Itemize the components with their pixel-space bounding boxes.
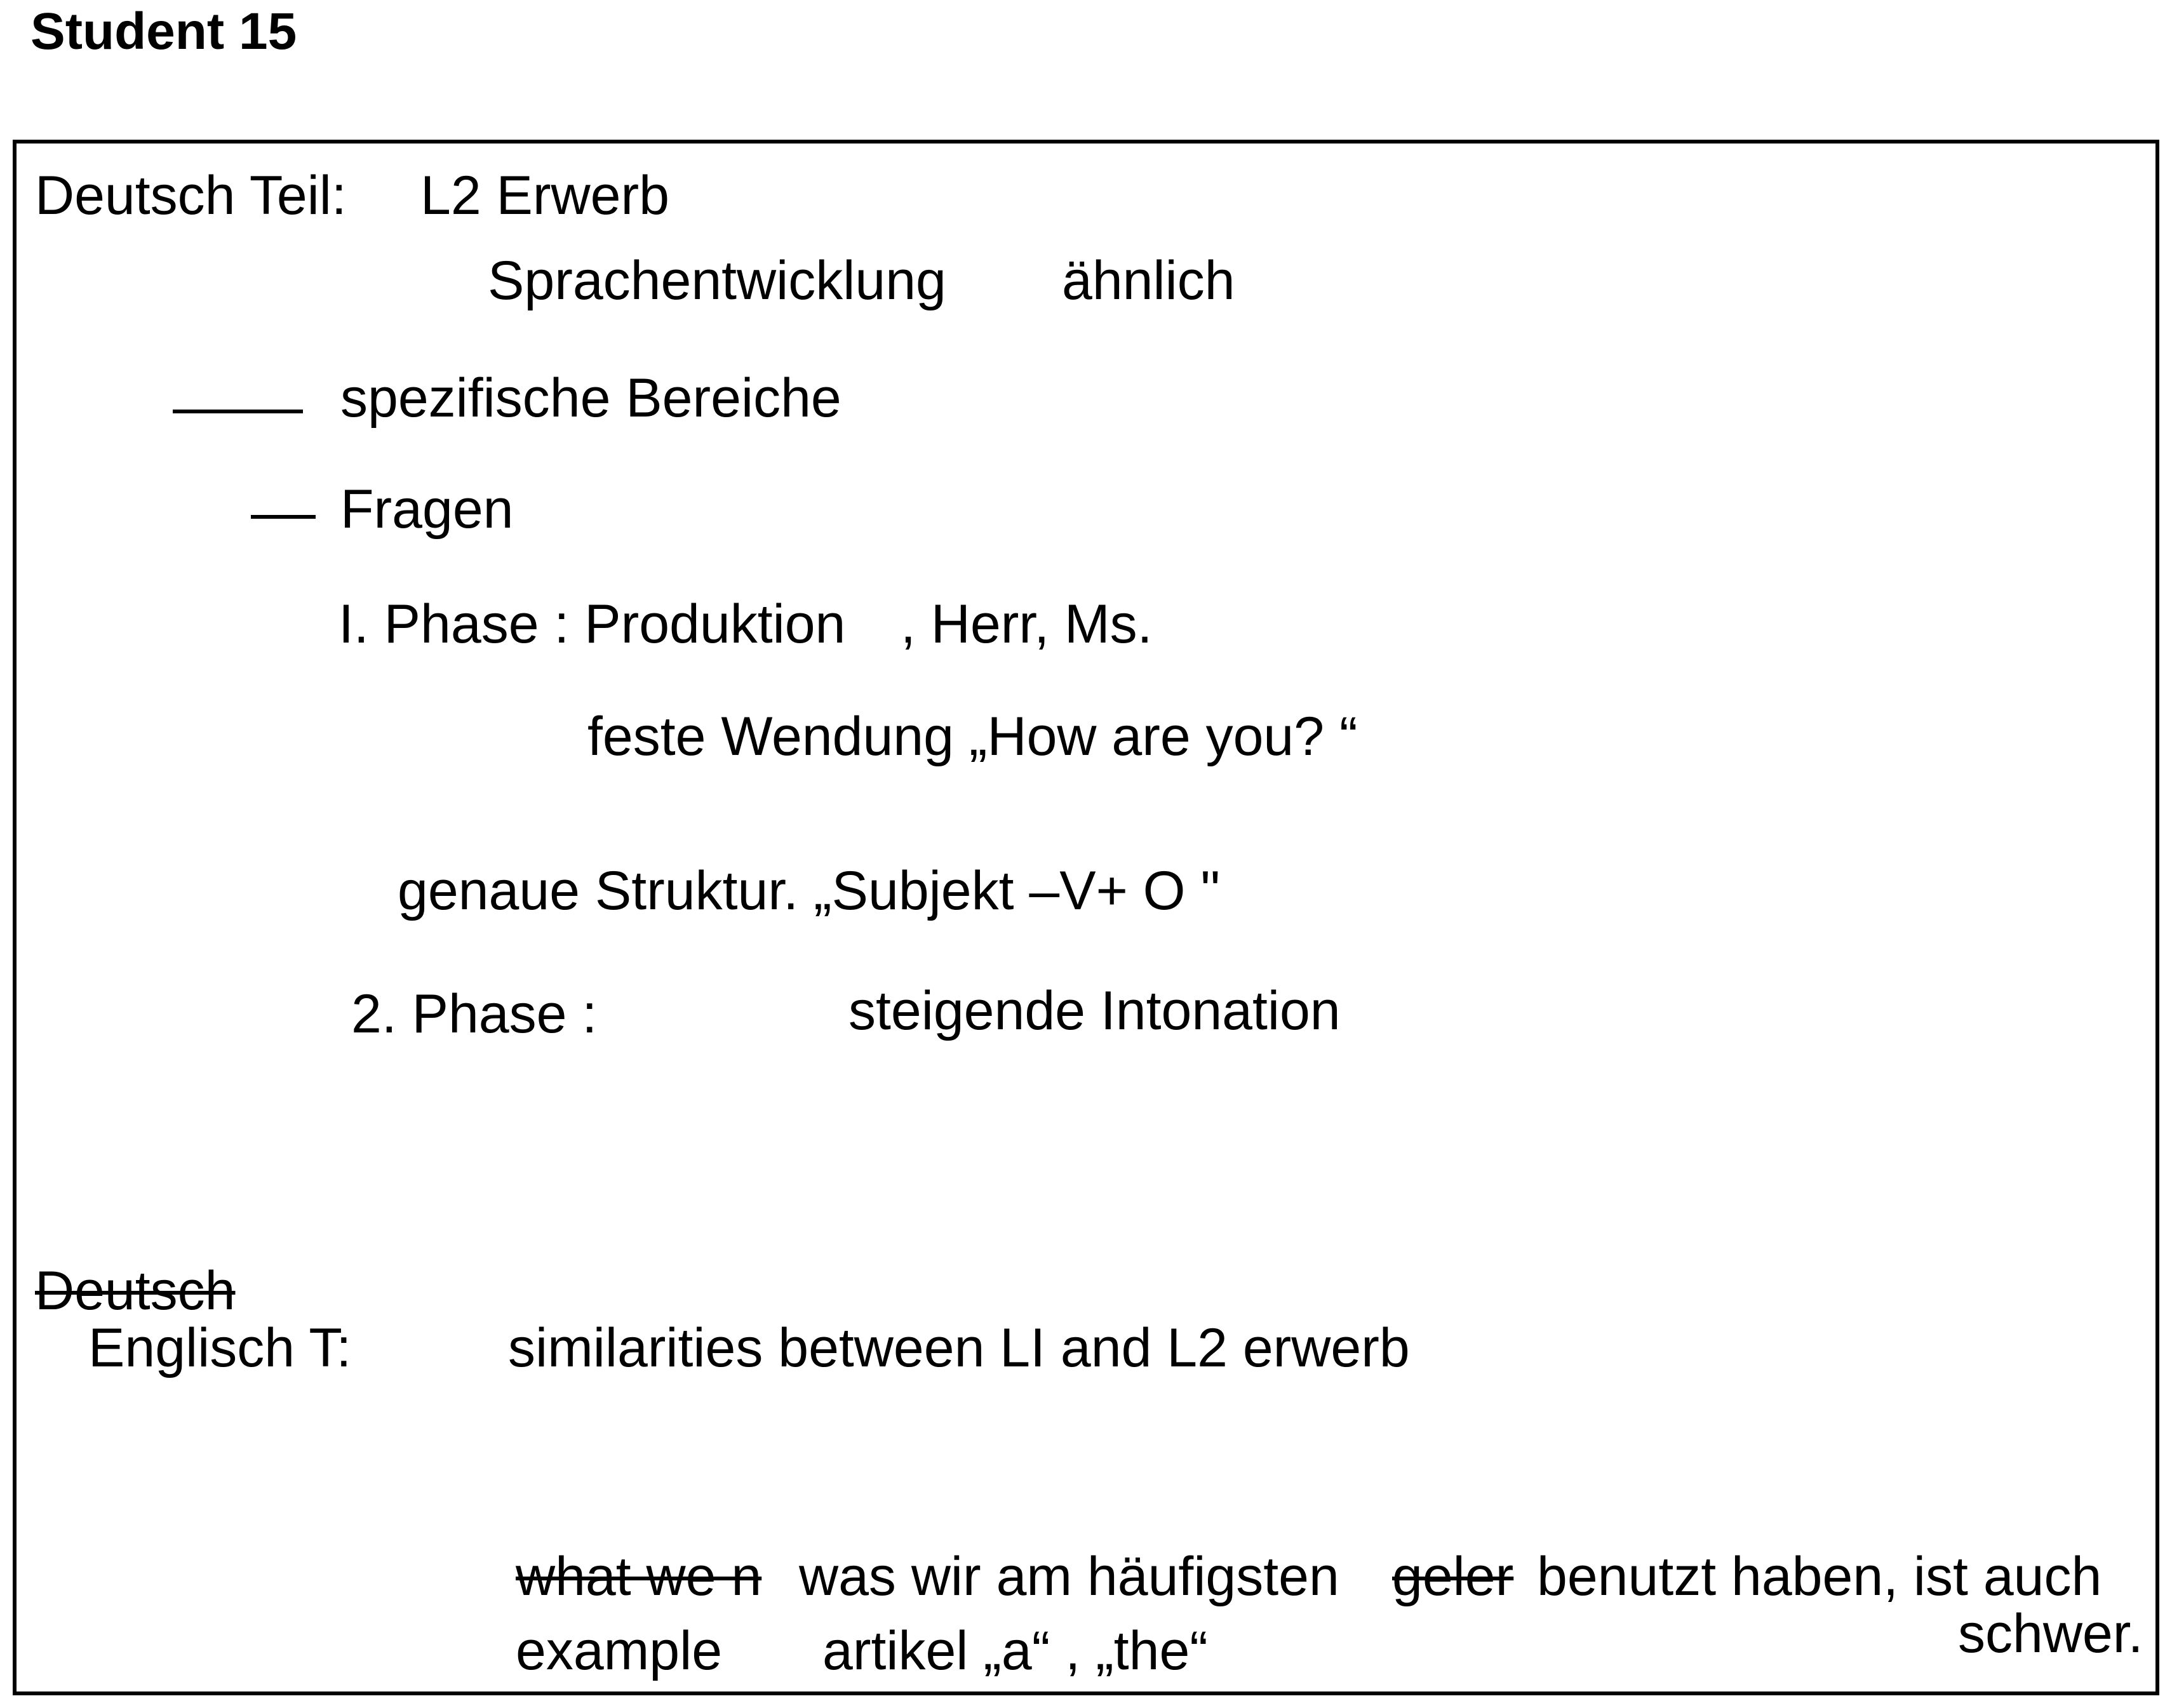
german-part-label: Deutsch Teil: — [35, 165, 347, 226]
struck-text-2: geler — [1392, 1546, 1514, 1607]
phase2-detail-text: steigende Intonation — [848, 980, 1341, 1041]
specific-areas-text: spezifische Bereiche — [340, 368, 841, 429]
phase1-extra-text: , Herr, Ms. — [901, 594, 1153, 655]
bullet-dash-short — [251, 515, 316, 519]
struck-text-1: what we n — [516, 1546, 762, 1607]
english-part-label: Englisch T: — [88, 1318, 352, 1378]
questions-text: Fragen — [340, 479, 514, 540]
similar-text: ähnlich — [1062, 250, 1235, 311]
difficult-text: schwer. — [1958, 1603, 2143, 1664]
development-text: Sprachentwicklung — [488, 250, 946, 311]
used-text: benutzt haben, ist auch — [1537, 1546, 2102, 1607]
phase2-text: 2. Phase : — [351, 984, 598, 1044]
phase1-text: I. Phase : Produktion — [339, 594, 846, 655]
structure-text: genaue Struktur. „Subjekt –V+ O " — [398, 860, 1220, 921]
struck-german-label: Deutsch — [35, 1260, 236, 1321]
example-text: artikel „a“ , „the“ — [822, 1620, 1208, 1681]
page-title: Student 15 — [30, 3, 297, 60]
english-part-topic: similarities between LI and L2 erwerb — [508, 1318, 1410, 1378]
example-label: example — [516, 1620, 723, 1681]
phase1-detail-text: feste Wendung „How are you? “ — [587, 706, 1358, 767]
bullet-dash-long — [173, 410, 303, 413]
frequent-text: was wir am häufigsten — [799, 1546, 1339, 1607]
german-part-topic: L2 Erwerb — [420, 165, 669, 226]
